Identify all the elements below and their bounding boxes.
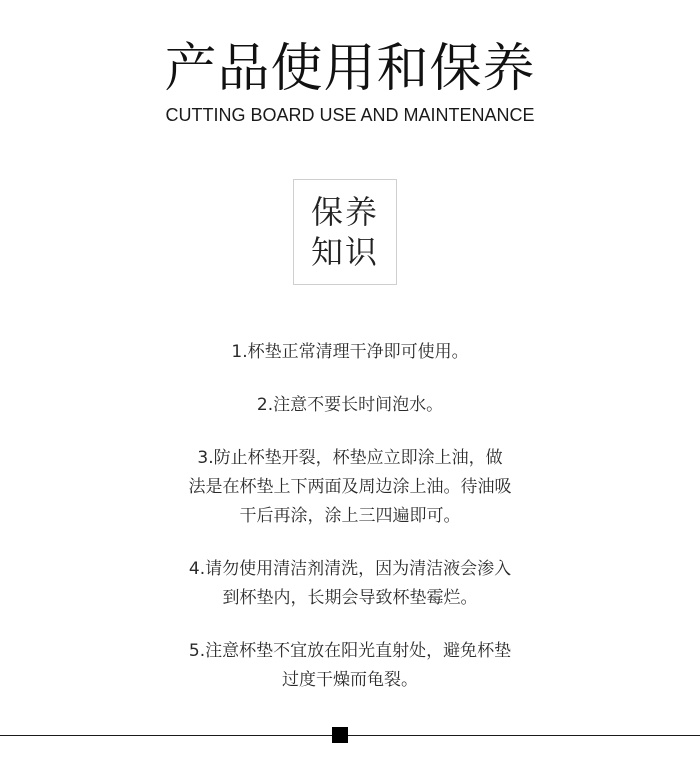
tip-text: 干后再涂，涂上三四遍即可。 <box>239 506 461 526</box>
tip-item <box>0 444 700 531</box>
tip-text: 法是在杯垫上下两面及周边涂上油。待油吸 <box>188 477 512 497</box>
tip-text: 2.注意不要长时间泡水。 <box>256 395 444 415</box>
tip-item <box>0 391 700 420</box>
page-title: 产品使用和保养 <box>164 39 536 99</box>
tip-item <box>0 338 700 367</box>
tip-text: 过度干燥而龟裂。 <box>282 670 418 690</box>
maintenance-tips <box>0 338 700 695</box>
tip-text: 3.防止杯垫开裂，杯垫应立即涂上油，做 <box>197 448 503 468</box>
tip-item <box>0 637 700 695</box>
maintenance-knowledge-badge <box>293 179 397 285</box>
badge-line: 知识 <box>310 233 379 271</box>
tip-text: 到杯垫内，长期会导致杯垫霉烂。 <box>222 588 478 608</box>
tip-text: 4.请勿使用清洁剂清洗，因为清洁液会渗入 <box>188 559 512 579</box>
tip-text: 1.杯垫正常清理干净即可使用。 <box>231 342 469 362</box>
tip-item <box>0 555 700 613</box>
divider-square-marker <box>332 727 348 743</box>
page-subtitle: CUTTING BOARD USE AND MAINTENANCE <box>165 105 535 125</box>
tip-text: 5.注意杯垫不宜放在阳光直射处，避免杯垫 <box>188 641 512 661</box>
badge-line: 保养 <box>310 193 379 231</box>
section-divider <box>0 735 700 736</box>
